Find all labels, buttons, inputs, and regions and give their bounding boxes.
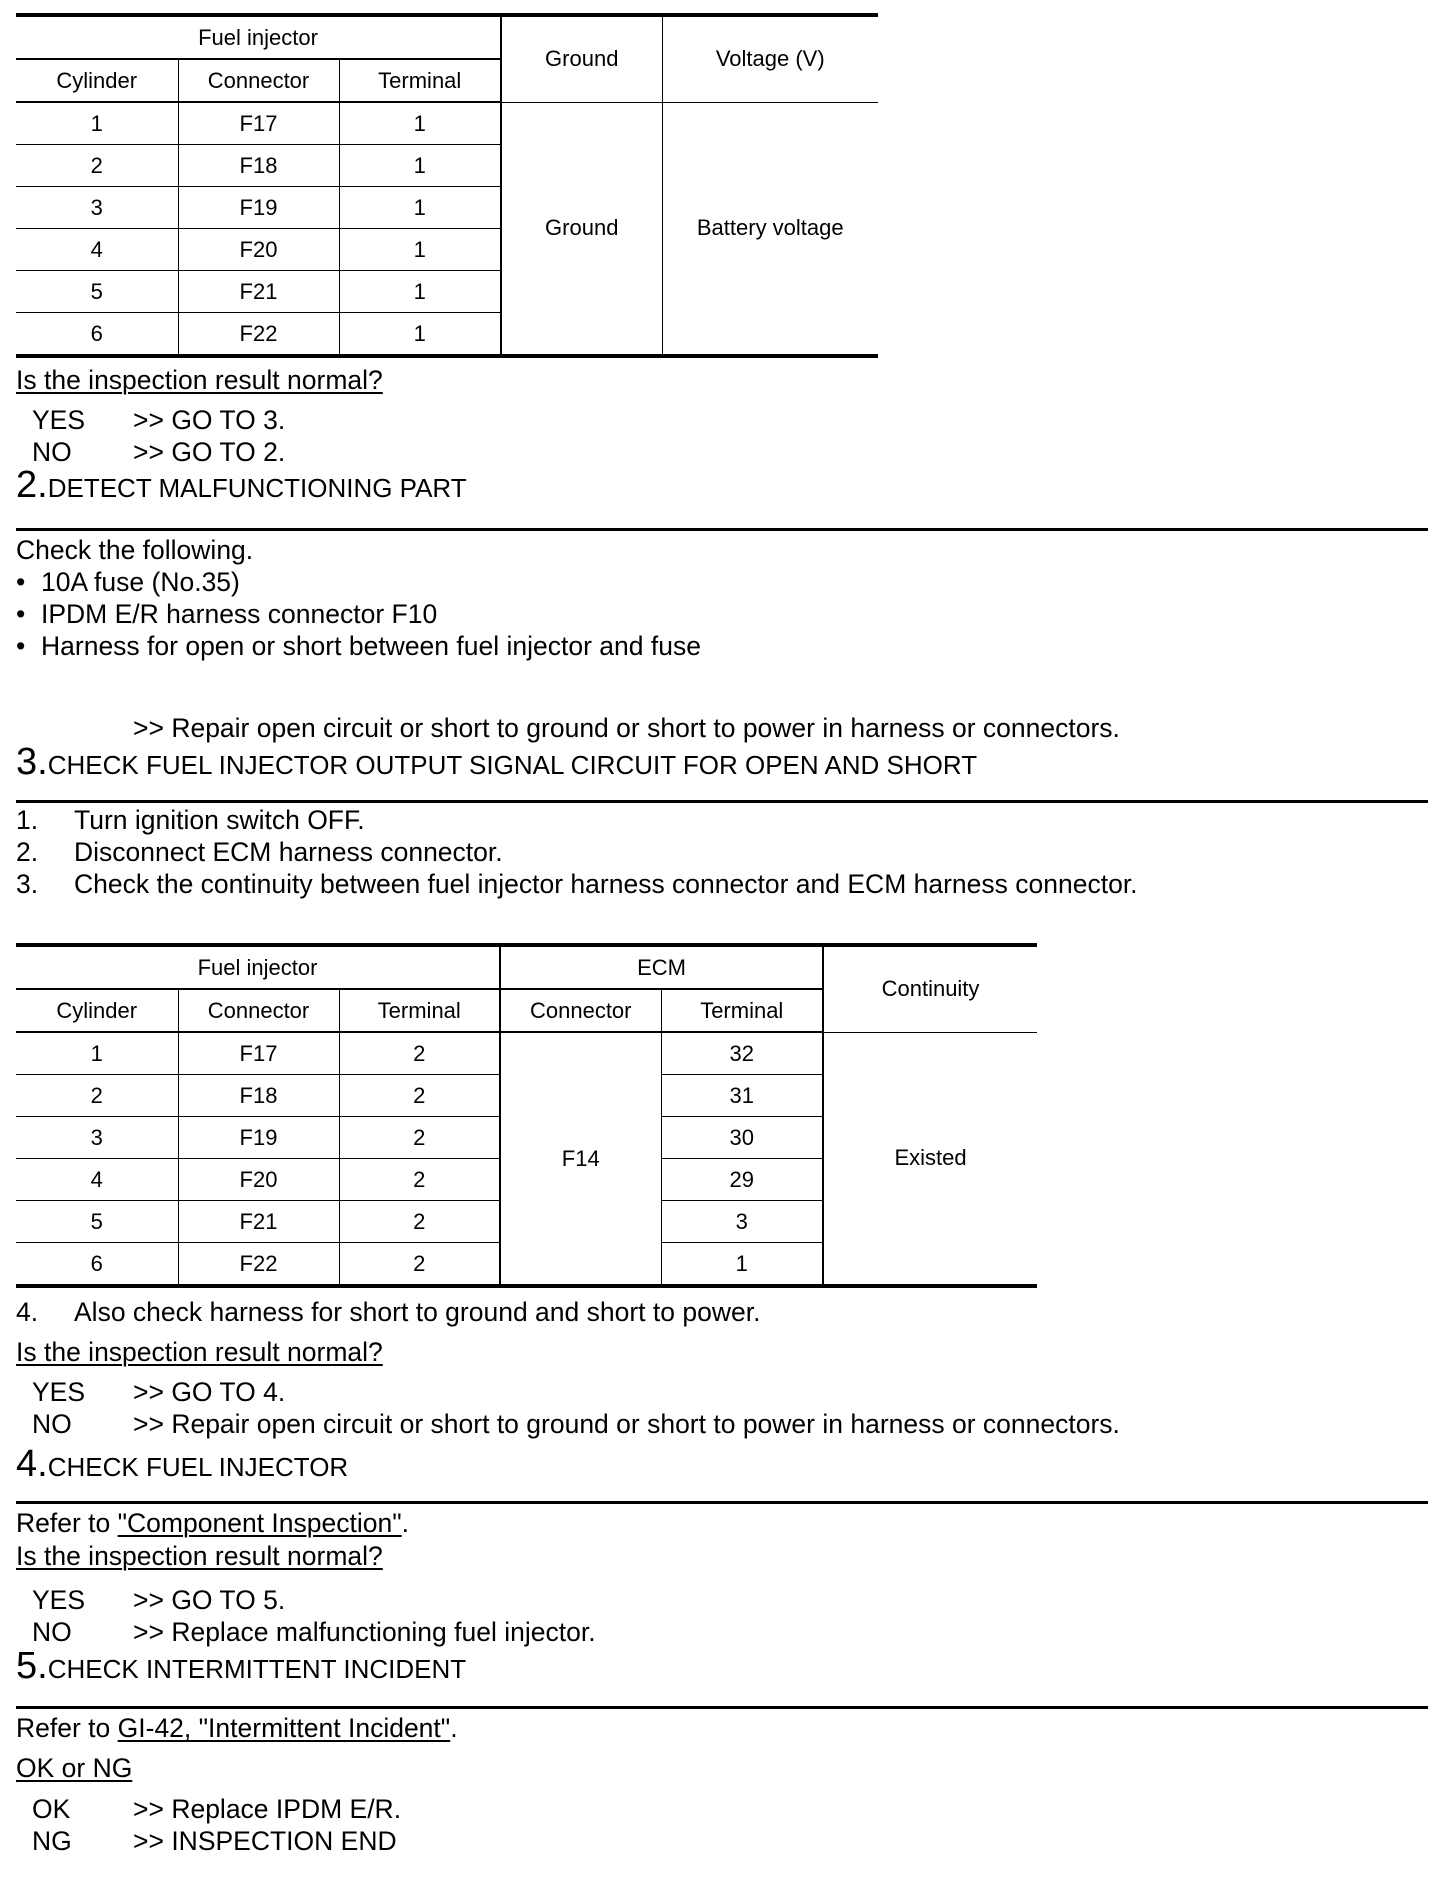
cell-cylinder: 6 (16, 313, 178, 357)
fuel-injector-voltage-table (16, 13, 878, 358)
answer-key: NO (32, 1617, 72, 1647)
section-title: DETECT MALFUNCTIONING PART (47, 473, 467, 503)
answer-ng (32, 1826, 397, 1856)
cell-ecm-terminal: 1 (661, 1243, 823, 1287)
cell-terminal: 2 (339, 1159, 500, 1201)
cell-ecm-terminal: 32 (661, 1032, 823, 1075)
cell-terminal: 2 (339, 1075, 500, 1117)
procedure-step: 3. Check the continuity between fuel injector harness connector and ECM harness connector. (16, 869, 1138, 899)
answer-key: YES (32, 1585, 86, 1615)
answer-no (32, 437, 285, 467)
section-title: CHECK FUEL INJECTOR (47, 1452, 349, 1482)
bullet-icon: • (16, 631, 26, 661)
bullet-item: • 10A fuse (No.35) (16, 567, 240, 597)
header-ecm-connector: Connector (500, 989, 661, 1032)
component-inspection-link[interactable]: "Component Inspection" (117, 1508, 402, 1538)
answer-ok (32, 1794, 401, 1824)
answer-key: NO (32, 437, 72, 467)
answer-yes (32, 1377, 285, 1407)
cell-cylinder: 1 (16, 1032, 178, 1075)
section-number: 3. (16, 741, 48, 783)
cell-terminal: 2 (339, 1201, 500, 1243)
inspection-question: Is the inspection result normal? (16, 1337, 383, 1367)
header-fuel-injector: Fuel injector (16, 945, 500, 989)
cell-ecm-terminal: 29 (661, 1159, 823, 1201)
cell-ecm-terminal: 3 (661, 1201, 823, 1243)
cell-continuity: Existed (823, 1032, 1037, 1286)
header-fuel-injector: Fuel injector (16, 15, 501, 59)
cell-cylinder: 2 (16, 1075, 178, 1117)
cell-connector: F17 (178, 1032, 339, 1075)
section-title: CHECK INTERMITTENT INCIDENT (47, 1654, 467, 1684)
answer-key: YES (32, 405, 86, 435)
bullet-icon: • (16, 599, 26, 629)
procedure-step: 1. Turn ignition switch OFF. (16, 805, 365, 835)
header-continuity: Continuity (823, 945, 1037, 1032)
cell-cylinder: 5 (16, 271, 178, 313)
answer-no (32, 1409, 1120, 1439)
answer-key: NG (32, 1826, 72, 1856)
inspection-question: Is the inspection result normal? (16, 1541, 383, 1571)
header-ecm: ECM (500, 945, 823, 989)
header-connector: Connector (178, 59, 339, 102)
section-5-heading (16, 1646, 466, 1689)
answer-action: >> INSPECTION END (133, 1826, 397, 1856)
table-row (16, 102, 878, 145)
header-cylinder: Cylinder (16, 989, 178, 1032)
answer-action: >> GO TO 2. (133, 437, 286, 467)
cell-ecm-connector: F14 (500, 1032, 661, 1286)
section-number: 2. (16, 464, 48, 506)
repair-action: >> Repair open circuit or short to ground or short to power in harness or connectors. (133, 713, 1120, 743)
cell-cylinder: 5 (16, 1201, 178, 1243)
table-row (16, 1032, 1037, 1075)
cell-cylinder: 3 (16, 187, 178, 229)
cell-ecm-terminal: 30 (661, 1117, 823, 1159)
answer-action: >> GO TO 5. (133, 1585, 286, 1615)
cell-cylinder: 4 (16, 1159, 178, 1201)
section-divider (16, 1706, 1428, 1709)
cell-terminal: 1 (339, 102, 501, 145)
cell-connector: F21 (178, 1201, 339, 1243)
cell-connector: F20 (178, 229, 339, 271)
cell-cylinder: 2 (16, 145, 178, 187)
procedure-step: 4. Also check harness for short to ground and short to power. (16, 1297, 761, 1327)
cell-ecm-terminal: 31 (661, 1075, 823, 1117)
section-divider (16, 1501, 1428, 1504)
answer-action: >> GO TO 4. (133, 1377, 286, 1407)
section-4-heading (16, 1444, 348, 1487)
bullet-icon: • (16, 567, 26, 597)
section-3-heading (16, 742, 977, 785)
cell-cylinder: 1 (16, 102, 178, 145)
answer-action: >> Replace malfunctioning fuel injector. (133, 1617, 596, 1647)
answer-key: NO (32, 1409, 72, 1439)
cell-terminal: 1 (339, 229, 501, 271)
cell-connector: F18 (178, 145, 339, 187)
cell-terminal: 1 (339, 313, 501, 357)
header-terminal: Terminal (339, 59, 501, 102)
inspection-question: Is the inspection result normal? (16, 365, 383, 395)
cell-cylinder: 4 (16, 229, 178, 271)
header-ground: Ground (501, 15, 662, 102)
bullet-item: • IPDM E/R harness connector F10 (16, 599, 438, 629)
continuity-table (16, 943, 1037, 1288)
cell-connector: F22 (178, 1243, 339, 1287)
section-divider (16, 528, 1428, 531)
refer-line: Refer to GI-42, "Intermittent Incident". (16, 1713, 458, 1743)
refer-line: Refer to "Component Inspection". (16, 1508, 409, 1538)
cell-connector: F18 (178, 1075, 339, 1117)
section-number: 4. (16, 1443, 48, 1485)
answer-action: >> Repair open circuit or short to ground or short to power in harness or connectors. (133, 1409, 1120, 1439)
cell-terminal: 2 (339, 1032, 500, 1075)
header-ecm-terminal: Terminal (661, 989, 823, 1032)
cell-terminal: 2 (339, 1117, 500, 1159)
answer-action: >> Replace IPDM E/R. (133, 1794, 402, 1824)
cell-voltage: Battery voltage (662, 102, 878, 356)
cell-connector: F20 (178, 1159, 339, 1201)
ok-or-ng-question: OK or NG (16, 1753, 133, 1783)
header-cylinder: Cylinder (16, 59, 178, 102)
header-terminal: Terminal (339, 989, 500, 1032)
section-divider (16, 800, 1428, 803)
procedure-step: 2. Disconnect ECM harness connector. (16, 837, 503, 867)
answer-yes (32, 405, 285, 435)
cell-cylinder: 3 (16, 1117, 178, 1159)
header-connector: Connector (178, 989, 339, 1032)
intermittent-incident-link[interactable]: GI-42, "Intermittent Incident" (117, 1713, 451, 1743)
answer-action: >> GO TO 3. (133, 405, 286, 435)
answer-key: YES (32, 1377, 86, 1407)
section-number: 5. (16, 1645, 48, 1687)
cell-cylinder: 6 (16, 1243, 178, 1287)
bullet-item: • Harness for open or short between fuel injector and fuse (16, 631, 701, 661)
cell-connector: F22 (178, 313, 339, 357)
cell-terminal: 1 (339, 271, 501, 313)
cell-terminal: 1 (339, 145, 501, 187)
cell-connector: F19 (178, 1117, 339, 1159)
answer-no (32, 1617, 596, 1647)
cell-ground: Ground (501, 102, 662, 356)
answer-yes (32, 1585, 285, 1615)
answer-key: OK (32, 1794, 71, 1824)
cell-terminal: 1 (339, 187, 501, 229)
check-intro: Check the following. (16, 535, 254, 565)
cell-terminal: 2 (339, 1243, 500, 1287)
header-voltage: Voltage (V) (662, 15, 878, 102)
section-title: CHECK FUEL INJECTOR OUTPUT SIGNAL CIRCUIT FOR OPEN AND SHORT (47, 750, 978, 780)
cell-connector: F19 (178, 187, 339, 229)
cell-connector: F21 (178, 271, 339, 313)
section-2-heading (16, 465, 467, 508)
cell-connector: F17 (178, 102, 339, 145)
